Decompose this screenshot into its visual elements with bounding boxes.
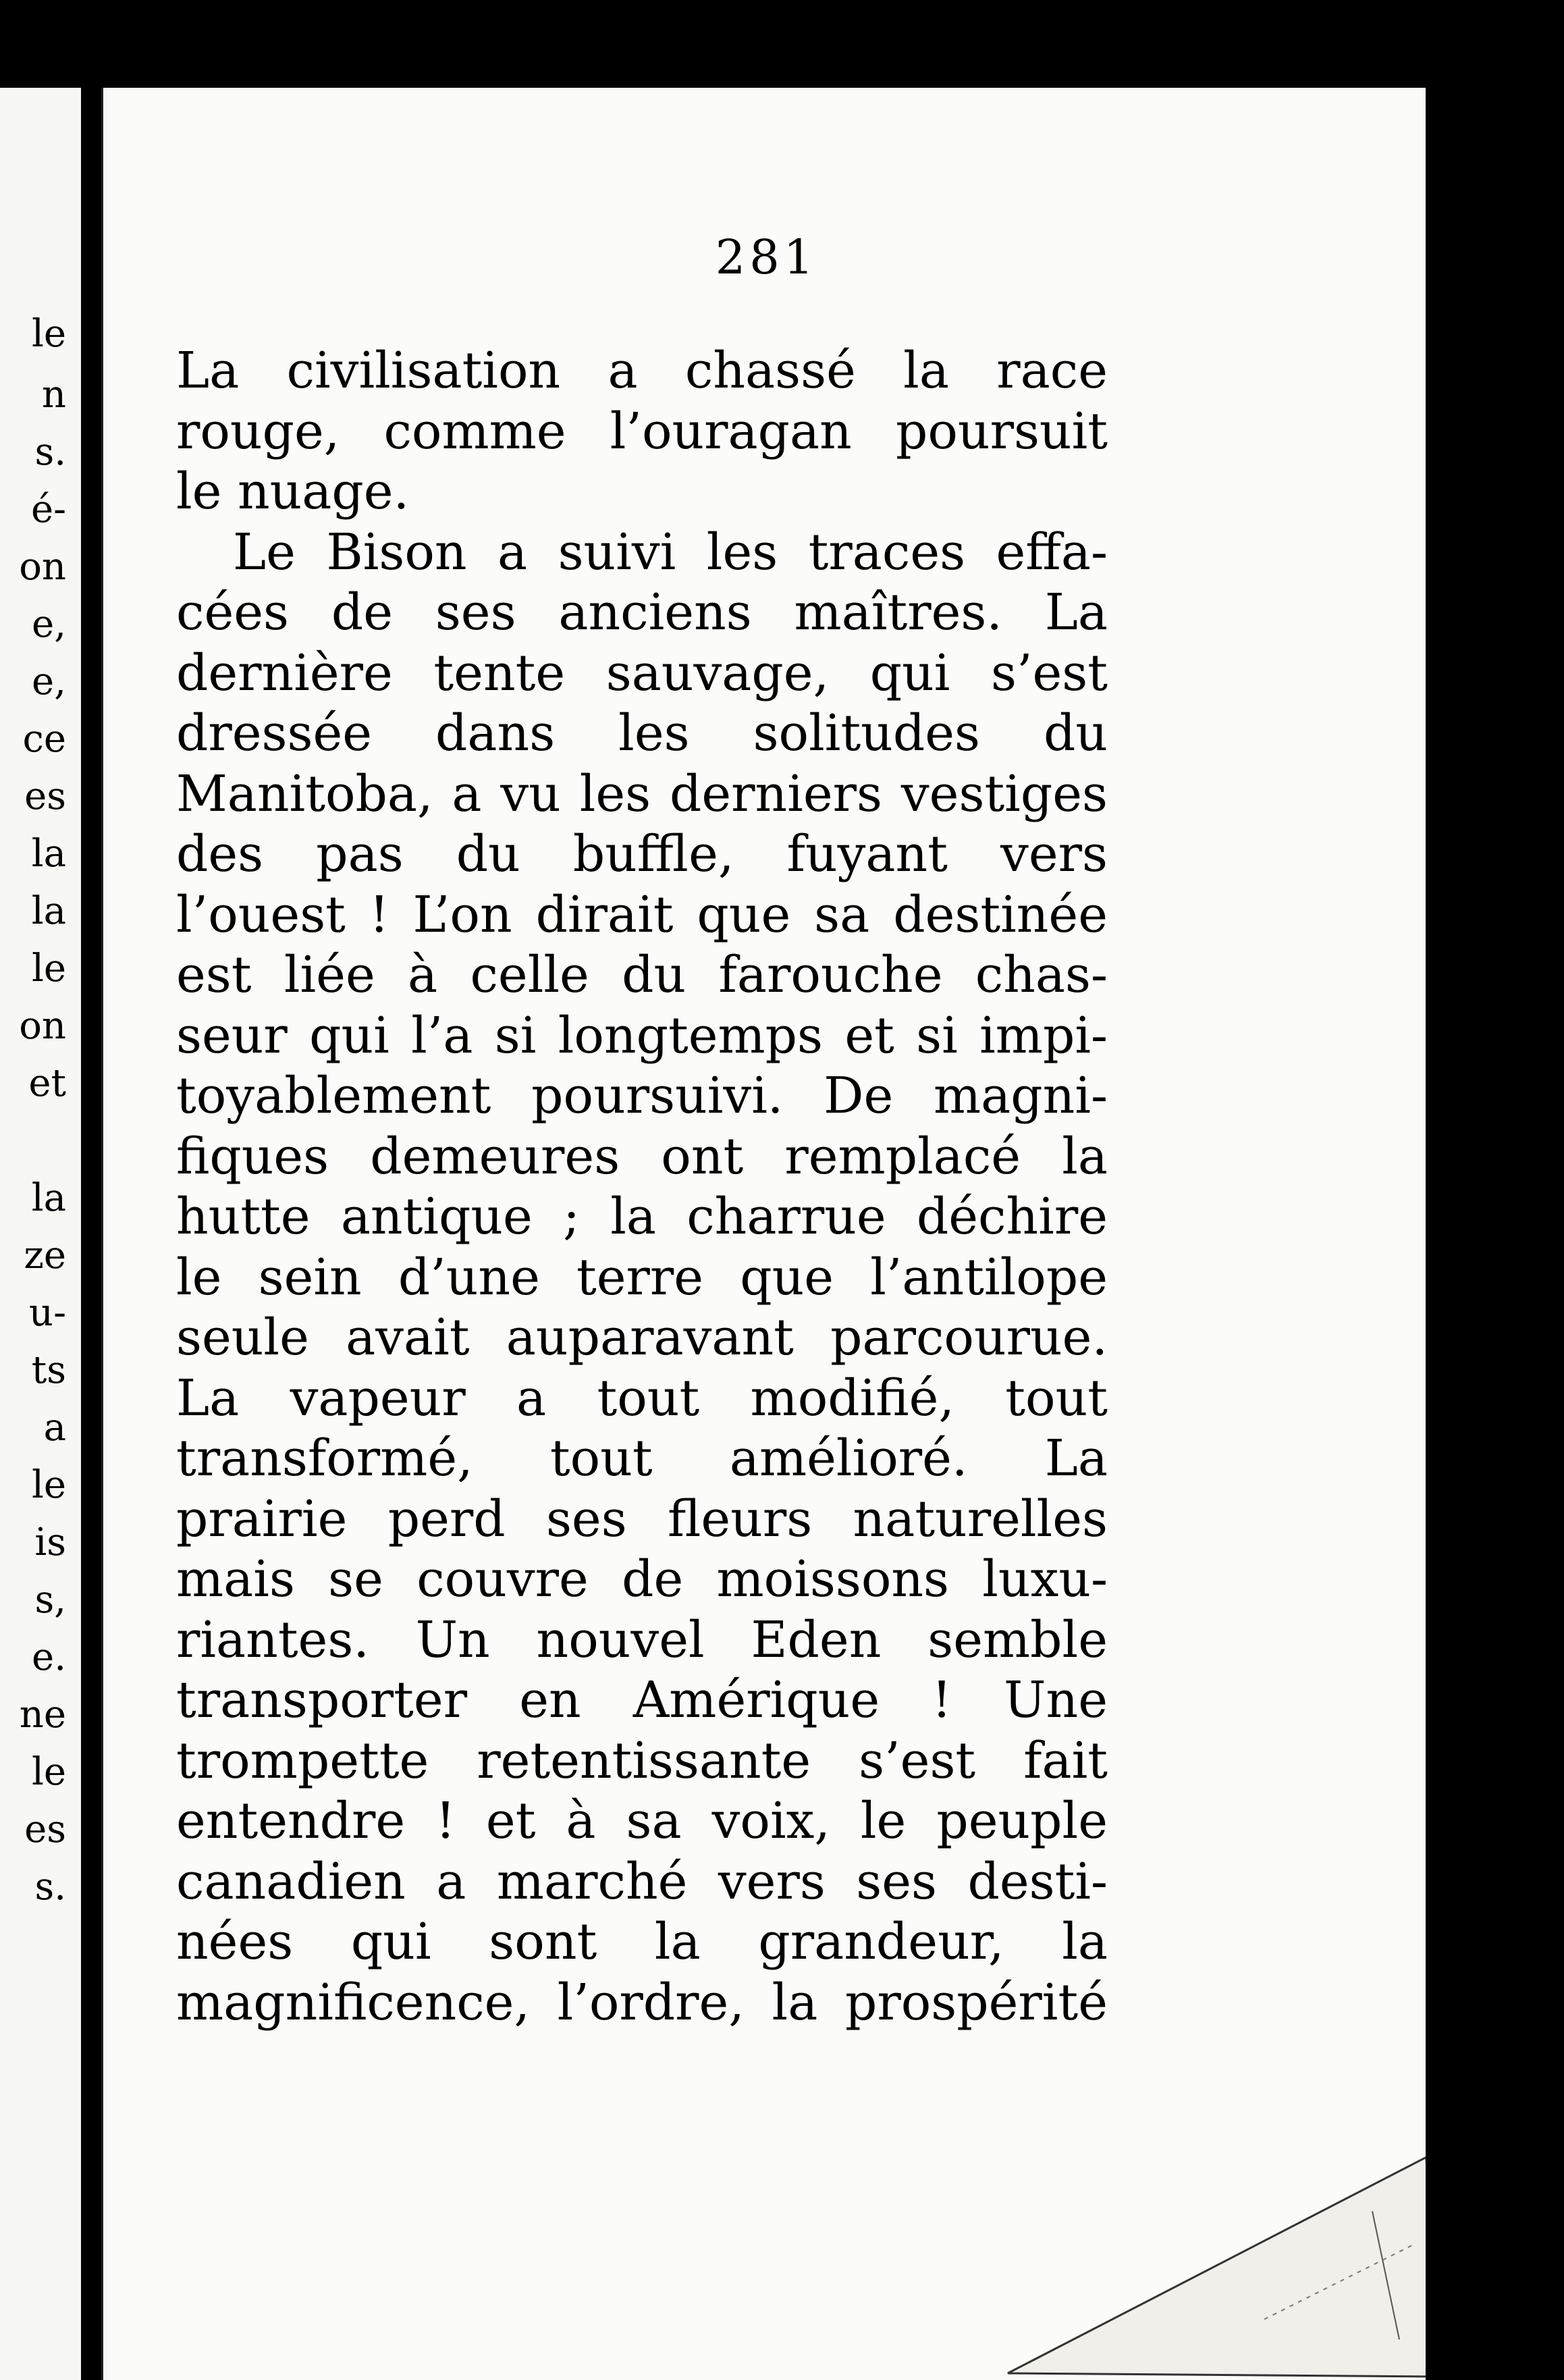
previous-page-edge: [0, 88, 81, 2380]
text-line: La vapeur a tout modifié, tout: [176, 1369, 1108, 1427]
prev-page-fragment: s,: [34, 1578, 66, 1622]
prev-page-fragment: le: [31, 1750, 66, 1794]
page-number: 281: [715, 230, 818, 285]
prev-page-fragment: e,: [32, 602, 66, 646]
prev-page-fragment: le: [31, 312, 66, 356]
prev-page-fragment: ts: [31, 1348, 66, 1392]
prev-page-fragment: a: [43, 1406, 66, 1450]
paragraph-1: [176, 341, 1108, 523]
body-text: [176, 341, 1108, 2033]
book-page: [101, 88, 1443, 2380]
prev-page-fragment: on: [19, 1004, 66, 1048]
prev-page-fragment: n: [41, 373, 66, 417]
prev-page-fragment: la: [31, 832, 66, 876]
prev-page-fragment: u-: [29, 1291, 66, 1335]
text-line: le nuage.: [176, 462, 410, 521]
text-line: rouge, comme l’ouragan poursuit: [176, 402, 1108, 460]
text-line: est liée à celle du farouche chas-: [176, 946, 1108, 1004]
prev-page-fragment: is: [34, 1520, 66, 1564]
text-line: canadien a marché vers ses desti-: [176, 1852, 1108, 1911]
text-line: dressée dans les solitudes du: [176, 704, 1108, 762]
text-line: seule avait auparavant parcourue.: [176, 1308, 1108, 1367]
text-line: des pas du buffle, fuyant vers: [176, 825, 1108, 883]
prev-page-fragment: e.: [32, 1635, 66, 1679]
prev-page-fragment: le: [31, 947, 66, 990]
prev-page-fragment: on: [19, 545, 66, 589]
text-line: dernière tente sauvage, qui s’est: [176, 643, 1108, 702]
prev-page-fragment: et: [28, 1061, 66, 1105]
text-line: entendre ! et à sa voix, le peuple: [176, 1792, 1108, 1850]
text-line: transformé, tout amélioré. La: [176, 1429, 1108, 1487]
prev-page-fragment: es: [24, 1807, 66, 1851]
text-line: prairie perd ses fleurs naturelles: [176, 1489, 1108, 1548]
text-line: seur qui l’a si longtemps et si impi-: [176, 1006, 1108, 1065]
text-line: le sein d’une terre que l’antilope: [176, 1248, 1108, 1306]
prev-page-fragment: s.: [34, 1865, 66, 1909]
text-line: toyablement poursuivi. De magni-: [176, 1067, 1108, 1125]
text-line: nées qui sont la grandeur, la: [176, 1913, 1108, 1971]
text-line: trompette retentissante s’est fait: [176, 1731, 1108, 1790]
text-line: Le Bison a suivi les traces effa-: [233, 523, 1108, 581]
prev-page-fragment: la: [31, 1176, 66, 1220]
text-line: mais se couvre de moissons luxu-: [176, 1550, 1108, 1608]
prev-page-fragment: e,: [32, 660, 66, 704]
page-right-border: [1426, 88, 1564, 2380]
text-line: cées de ses anciens maîtres. La: [176, 583, 1108, 641]
prev-page-fragment: le: [31, 1463, 66, 1507]
prev-page-fragment: ne: [19, 1693, 66, 1737]
text-line: Manitoba, a vu les derniers vestiges: [176, 764, 1108, 823]
text-line: hutte antique ; la charrue déchire: [176, 1188, 1108, 1246]
text-line: riantes. Un nouvel Eden semble: [176, 1610, 1108, 1669]
prev-page-fragment: ze: [24, 1234, 66, 1277]
text-line: La civilisation a chassé la race: [176, 342, 1108, 400]
text-line: transporter en Amérique ! Une: [176, 1671, 1108, 1729]
prev-page-fragment: la: [31, 889, 66, 933]
prev-page-fragment: ce: [22, 717, 66, 761]
folded-corner-mark: [994, 2117, 1440, 2380]
text-line: fiques demeures ont remplacé la: [176, 1127, 1108, 1186]
text-line: magnificence, l’ordre, la prospérité: [176, 1973, 1108, 2032]
paragraph-2: [176, 523, 1108, 2034]
prev-page-fragment: s.: [34, 430, 66, 474]
prev-page-fragment: é-: [30, 487, 66, 531]
text-line: l’ouest ! L’on dirait que sa destinée: [176, 885, 1108, 944]
prev-page-fragment: es: [24, 774, 66, 818]
